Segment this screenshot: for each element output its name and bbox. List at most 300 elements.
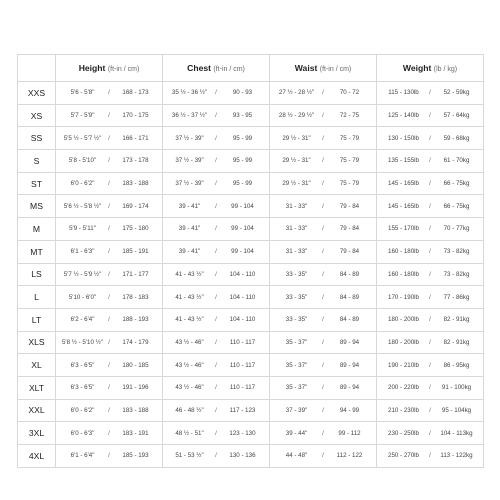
height-metric: 178 - 183 [122,293,149,301]
weight-cell [377,376,484,399]
waist-metric: 75 - 79 [339,180,360,188]
unit-separator: / [322,452,324,460]
weight-metric: 86 - 95kg [443,361,470,369]
weight-metric: 61 - 70kg [443,157,470,165]
weight-cell [377,82,484,105]
chest-imperial: 41 - 43 ½" [175,270,204,278]
chest-metric: 110 - 117 [229,338,256,346]
table-row [18,240,484,263]
waist-cell [270,104,377,127]
size-label: L [18,286,56,309]
unit-separator: / [108,429,110,437]
chest-imperial: 37 ½ - 39" [175,157,204,165]
chest-imperial: 39 - 41" [178,248,201,256]
chest-metric: 95 - 99 [232,157,253,165]
weight-metric: 59 - 68kg [443,134,470,142]
weight-cell [377,150,484,173]
unit-separator: / [215,293,217,301]
chest-metric: 104 - 110 [229,316,256,324]
chest-metric: 90 - 93 [232,89,253,97]
unit-separator: / [429,180,431,188]
chest-cell [163,240,270,263]
height-metric: 185 - 191 [122,248,149,256]
unit-separator: / [429,429,431,437]
weight-metric: 95 - 104kg [441,406,472,414]
weight-cell [377,104,484,127]
chest-imperial: 46 - 48 ½" [175,406,204,414]
height-metric: 173 - 178 [122,157,149,165]
unit-separator: / [215,338,217,346]
height-metric: 188 - 193 [122,316,149,324]
size-label: MS [18,195,56,218]
unit-separator: / [108,384,110,392]
weight-metric: 104 - 113kg [440,429,473,437]
waist-metric: 84 - 89 [339,316,360,324]
table-row [18,82,484,105]
height-metric: 185 - 193 [122,452,149,460]
chest-imperial: 48 ½ - 51" [175,429,204,437]
weight-metric: 82 - 91kg [443,338,470,346]
table-row [18,104,484,127]
chest-cell [163,195,270,218]
height-metric: 183 - 191 [122,429,149,437]
waist-cell [270,286,377,309]
height-cell [56,195,163,218]
height-cell [56,399,163,422]
height-metric: 171 - 177 [122,270,149,278]
waist-cell [270,150,377,173]
height-imperial: 6'0 - 6'3" [70,429,95,437]
table-row [18,445,484,468]
weight-cell [377,195,484,218]
weight-imperial: 160 - 180lb [388,270,419,278]
height-cell [56,82,163,105]
header-row [18,55,484,82]
chest-imperial: 39 - 41" [178,202,201,210]
chest-imperial: 37 ½ - 39" [175,134,204,142]
waist-cell [270,331,377,354]
unit-separator: / [322,180,324,188]
height-metric: 169 - 174 [122,202,149,210]
unit-separator: / [322,89,324,97]
corner-cell [18,55,56,82]
chest-imperial: 41 - 43 ½" [175,293,204,301]
height-metric: 180 - 185 [122,361,149,369]
unit-separator: / [108,225,110,233]
unit-separator: / [429,112,431,120]
height-imperial: 5'6 ½ - 5'8 ½" [63,202,102,210]
height-imperial: 5'7 ½ - 5'9 ½" [63,270,102,278]
height-cell [56,150,163,173]
unit-separator: / [108,89,110,97]
waist-imperial: 44 - 48" [285,452,308,460]
size-label: XLS [18,331,56,354]
chest-cell [163,376,270,399]
weight-metric: 70 - 77kg [443,225,470,233]
table-row [18,172,484,195]
height-imperial: 5'5 ½ - 5'7 ½" [63,134,102,142]
weight-imperial: 180 - 200lb [388,338,419,346]
table-row [18,195,484,218]
height-cell [56,331,163,354]
unit-separator: / [322,134,324,142]
size-label: MT [18,240,56,263]
height-imperial: 5'10 - 6'0" [68,293,97,301]
table-row [18,376,484,399]
waist-imperial: 31 - 33" [285,225,308,233]
size-label: S [18,150,56,173]
size-rows [18,82,484,468]
unit-separator: / [215,202,217,210]
unit-separator: / [215,406,217,414]
size-label: XXL [18,399,56,422]
chest-imperial: 43 ½ - 46" [175,384,204,392]
unit-separator: / [429,384,431,392]
waist-cell [270,218,377,241]
unit-separator: / [322,112,324,120]
chest-cell [163,331,270,354]
height-metric: 168 - 173 [122,89,149,97]
unit-separator: / [215,452,217,460]
chest-cell [163,104,270,127]
table-row [18,331,484,354]
unit-separator: / [215,157,217,165]
waist-metric: 89 - 94 [339,361,360,369]
chest-imperial: 35 ½ - 36 ½" [171,89,208,97]
unit-separator: / [322,270,324,278]
waist-cell [270,195,377,218]
height-cell [56,263,163,286]
waist-cell [270,354,377,377]
height-cell [56,104,163,127]
waist-metric: 75 - 79 [339,134,360,142]
waist-imperial: 27 ½ - 28 ½" [278,89,315,97]
weight-cell [377,445,484,468]
weight-cell [377,172,484,195]
unit-separator: / [108,112,110,120]
weight-imperial: 155 - 170lb [388,225,419,233]
weight-cell [377,218,484,241]
chest-cell [163,308,270,331]
unit-separator: / [108,180,110,188]
chest-metric: 110 - 117 [229,384,256,392]
table-row [18,218,484,241]
table-row [18,308,484,331]
height-metric: 191 - 196 [122,384,149,392]
unit-separator: / [108,134,110,142]
height-cell [56,422,163,445]
height-metric: 166 - 171 [122,134,149,142]
weight-imperial: 190 - 210lb [388,361,419,369]
waist-metric: 89 - 94 [339,338,360,346]
unit-separator: / [429,202,431,210]
size-label: SS [18,127,56,150]
size-label: LS [18,263,56,286]
unit-separator: / [108,293,110,301]
header-label: Weight [402,63,432,73]
unit-separator: / [108,202,110,210]
weight-cell [377,240,484,263]
size-label: 3XL [18,422,56,445]
unit-separator: / [215,112,217,120]
height-imperial: 5'9 - 5'11" [69,225,96,233]
height-imperial: 5'8 - 5'10" [68,157,97,165]
weight-cell [377,286,484,309]
waist-imperial: 39 - 44" [285,429,308,437]
size-label: XL [18,354,56,377]
weight-metric: 66 - 75kg [443,202,470,210]
waist-metric: 84 - 89 [339,270,360,278]
waist-imperial: 37 - 39" [285,406,308,414]
waist-cell [270,376,377,399]
chest-cell [163,354,270,377]
weight-cell [377,422,484,445]
waist-metric: 75 - 79 [339,157,360,165]
weight-metric: 66 - 75kg [443,180,470,188]
chest-cell [163,82,270,105]
height-imperial: 6'0 - 6'2" [70,406,95,414]
unit-separator: / [322,361,324,369]
header-label: Waist [294,63,318,73]
unit-separator: / [108,338,110,346]
height-cell [56,445,163,468]
waist-imperial: 29 ½ - 31" [282,134,311,142]
height-imperial: 6'3 - 6'5" [70,361,95,369]
chest-imperial: 43 ½ - 46" [175,338,204,346]
size-label: M [18,218,56,241]
waist-imperial: 31 - 33" [285,248,308,256]
weight-imperial: 145 - 165lb [388,180,419,188]
weight-cell [377,308,484,331]
table-row [18,422,484,445]
weight-metric: 82 - 91kg [443,316,470,324]
waist-imperial: 28 ½ - 29 ½" [278,112,315,120]
height-cell [56,354,163,377]
waist-cell [270,399,377,422]
height-imperial: 5'6 - 5'8" [70,89,95,97]
height-cell [56,218,163,241]
unit-separator: / [108,157,110,165]
waist-cell [270,445,377,468]
height-imperial: 5'7 - 5'9" [70,112,95,120]
chest-metric: 104 - 110 [229,270,256,278]
waist-metric: 79 - 84 [339,248,360,256]
weight-imperial: 125 - 140lb [388,112,419,120]
unit-separator: / [215,248,217,256]
waist-imperial: 29 ½ - 31" [282,157,311,165]
chest-metric: 110 - 117 [229,361,256,369]
unit-separator: / [429,338,431,346]
header-waist [270,55,377,82]
height-metric: 170 - 175 [122,112,149,120]
header-unit: (ft-in / cm) [107,66,140,73]
weight-metric: 73 - 82kg [443,270,470,278]
height-cell [56,127,163,150]
waist-metric: 89 - 94 [339,384,360,392]
height-cell [56,308,163,331]
unit-separator: / [322,338,324,346]
weight-cell [377,399,484,422]
waist-imperial: 33 - 35" [285,293,308,301]
weight-imperial: 200 - 220lb [388,384,419,392]
size-label: XS [18,104,56,127]
chest-imperial: 43 ½ - 46" [175,361,204,369]
weight-cell [377,354,484,377]
table-row [18,150,484,173]
waist-metric: 70 - 72 [339,89,360,97]
unit-separator: / [215,316,217,324]
waist-cell [270,308,377,331]
chest-metric: 99 - 104 [231,202,254,210]
weight-imperial: 115 - 130lb [388,89,419,97]
chest-metric: 123 - 130 [229,429,256,437]
height-imperial: 6'2 - 6'4" [70,316,95,324]
waist-metric: 72 - 75 [339,112,360,120]
chest-cell [163,445,270,468]
waist-imperial: 35 - 37" [285,361,308,369]
unit-separator: / [429,316,431,324]
unit-separator: / [108,248,110,256]
size-chart-panel [0,37,500,467]
weight-imperial: 230 - 250lb [388,429,419,437]
weight-cell [377,127,484,150]
height-imperial: 6'3 - 6'5" [70,384,95,392]
unit-separator: / [108,361,110,369]
unit-separator: / [215,270,217,278]
size-label: 4XL [18,445,56,468]
weight-imperial: 130 - 150lb [388,134,419,142]
header-chest [163,55,270,82]
waist-metric: 79 - 84 [339,225,360,233]
chest-cell [163,150,270,173]
weight-metric: 73 - 82kg [443,248,470,256]
unit-separator: / [108,406,110,414]
waist-cell [270,127,377,150]
chest-cell [163,172,270,195]
height-cell [56,240,163,263]
chest-cell [163,422,270,445]
weight-cell [377,331,484,354]
unit-separator: / [215,134,217,142]
chest-cell [163,286,270,309]
weight-imperial: 170 - 190lb [388,293,419,301]
size-chart-table [17,54,484,468]
waist-imperial: 29 ½ - 31" [282,180,311,188]
header-label: Chest [187,63,211,73]
height-imperial: 5'8 ½ - 5'10 ½" [61,338,104,346]
waist-cell [270,172,377,195]
weight-metric: 57 - 64kg [443,112,470,120]
chest-imperial: 51 - 53 ½" [175,452,204,460]
unit-separator: / [322,384,324,392]
chest-cell [163,218,270,241]
unit-separator: / [429,293,431,301]
chest-metric: 104 - 110 [229,293,256,301]
unit-separator: / [322,248,324,256]
chest-metric: 117 - 123 [229,406,256,414]
height-metric: 174 - 179 [122,338,149,346]
chest-cell [163,399,270,422]
height-imperial: 6'1 - 6'4" [70,452,95,460]
unit-separator: / [429,157,431,165]
unit-separator: / [322,316,324,324]
waist-cell [270,263,377,286]
chest-cell [163,263,270,286]
weight-metric: 52 - 59kg [443,89,470,97]
height-cell [56,286,163,309]
chest-metric: 99 - 104 [231,225,254,233]
height-metric: 183 - 188 [122,180,149,188]
size-label: ST [18,172,56,195]
weight-imperial: 135 - 155lb [388,157,419,165]
waist-metric: 112 - 122 [336,452,363,460]
waist-metric: 79 - 84 [339,202,360,210]
header-unit: (ft-in / cm) [213,66,245,73]
weight-cell [377,263,484,286]
unit-separator: / [215,429,217,437]
unit-separator: / [322,293,324,301]
header-weight [377,55,484,82]
unit-separator: / [429,134,431,142]
weight-imperial: 210 - 230lb [388,406,419,414]
unit-separator: / [429,270,431,278]
waist-cell [270,422,377,445]
chest-imperial: 39 - 41" [178,225,201,233]
chest-metric: 99 - 104 [231,248,254,256]
unit-separator: / [215,225,217,233]
waist-metric: 99 - 112 [338,429,361,437]
waist-imperial: 33 - 35" [285,316,308,324]
unit-separator: / [322,429,324,437]
table-row [18,286,484,309]
weight-metric: 113 - 122kg [440,452,473,460]
waist-cell [270,82,377,105]
weight-imperial: 145 - 165lb [388,202,419,210]
unit-separator: / [215,180,217,188]
chest-metric: 95 - 99 [232,180,253,188]
table-row [18,354,484,377]
unit-separator: / [429,248,431,256]
size-label: LT [18,308,56,331]
chest-metric: 130 - 136 [229,452,256,460]
unit-separator: / [322,157,324,165]
waist-imperial: 33 - 35" [285,270,308,278]
waist-imperial: 35 - 37" [285,338,308,346]
chest-imperial: 36 ½ - 37 ½" [171,112,208,120]
unit-separator: / [215,361,217,369]
weight-imperial: 250 - 270lb [388,452,419,460]
unit-separator: / [429,89,431,97]
size-label: XLT [18,376,56,399]
chest-cell [163,127,270,150]
unit-separator: / [429,225,431,233]
table-row [18,263,484,286]
unit-separator: / [215,89,217,97]
table-row [18,399,484,422]
waist-cell [270,240,377,263]
unit-separator: / [215,384,217,392]
unit-separator: / [108,316,110,324]
weight-imperial: 160 - 180lb [388,248,419,256]
unit-separator: / [429,452,431,460]
unit-separator: / [108,270,110,278]
weight-imperial: 180 - 200lb [388,316,419,324]
height-metric: 175 - 180 [122,225,149,233]
chest-metric: 93 - 95 [232,112,253,120]
waist-imperial: 35 - 37" [285,384,308,392]
chest-imperial: 37 ½ - 39" [175,180,204,188]
height-cell [56,376,163,399]
